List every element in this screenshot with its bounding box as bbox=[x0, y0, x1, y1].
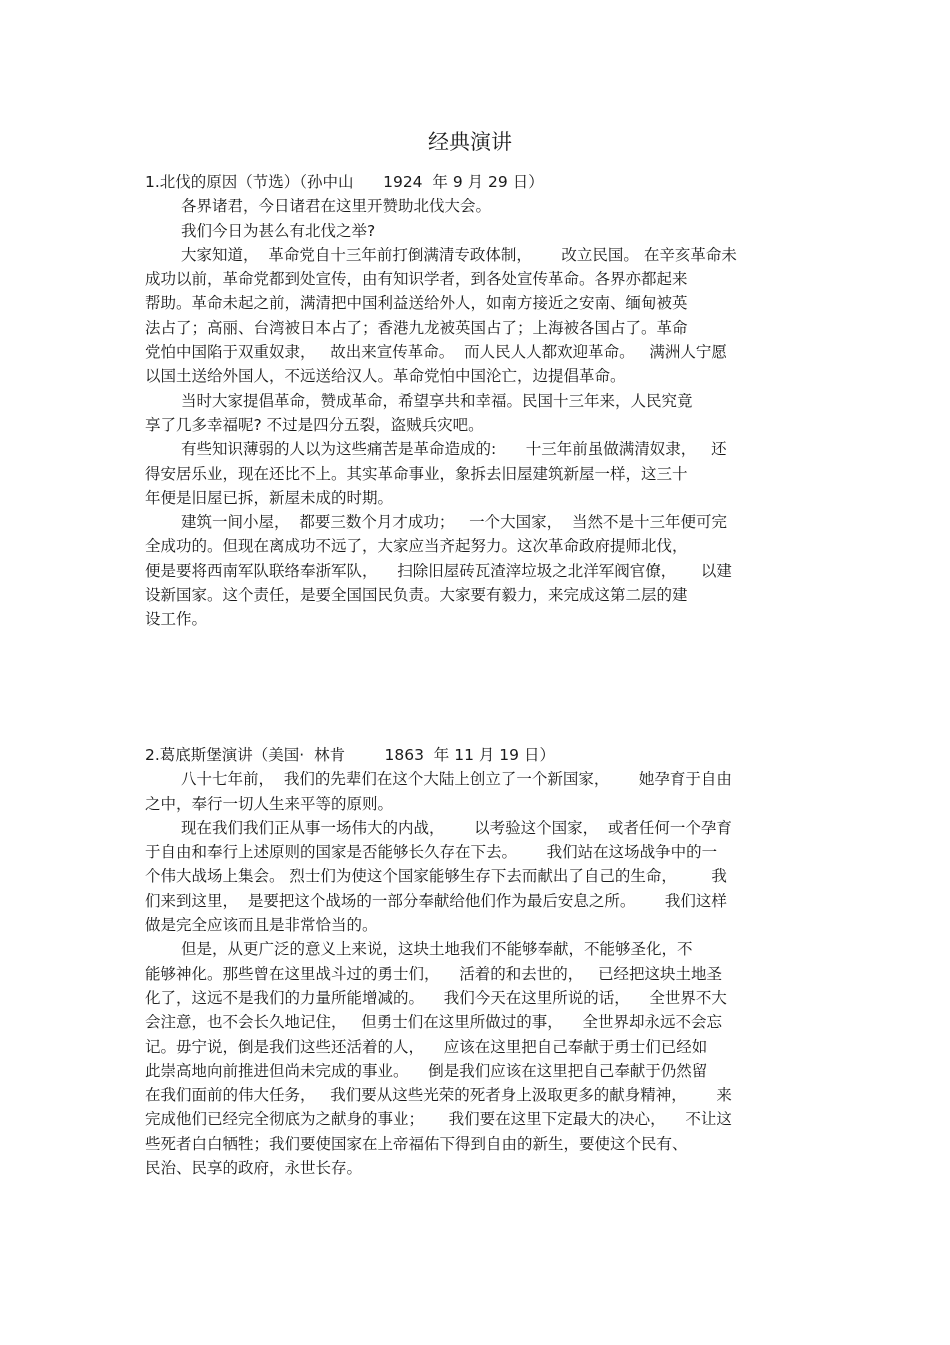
paragraph-line: 得安居乐业，现在还比不上。其实革命事业，象拆去旧屋建筑新屋一样，这三十 bbox=[145, 464, 688, 483]
speech-section-sun-yatsen bbox=[145, 170, 810, 632]
paragraph-line: 个伟大战场上集会。 烈士们为使这个国家能够生存下去而献出了自己的生命， 我 bbox=[145, 867, 727, 886]
paragraph-line: 们来到这里， 是要把这个战场的一部分奉献给他们作为最后安息之所。 我们这样 bbox=[145, 891, 727, 910]
paragraph-line: 享了几多幸福呢? 不过是四分五裂，盗贼兵灾吧。 bbox=[145, 415, 484, 434]
page-title: 经典演讲 bbox=[428, 130, 512, 154]
paragraph-line: 成功以前，革命党都到处宣传，由有知识学者，到各处宣传革命。各界亦都起来 bbox=[145, 270, 688, 289]
paragraph-line: 各界诸君，今日诸君在这里开赞助北伐大会。 bbox=[181, 197, 492, 216]
paragraph-line: 能够神化。那些曾在这里战斗过的勇士们， 活着的和去世的， 已经把这块土地圣 bbox=[145, 964, 722, 983]
paragraph-line: 帮助。革命未起之前，满清把中国利益送给外人，如南方接近之安南、缅甸被英 bbox=[145, 294, 688, 313]
paragraph-line: 建筑一间小屋， 都要三数个月才成功； 一个大国家， 当然不是十三年便可完 bbox=[181, 513, 727, 532]
paragraph-line: 设新国家。这个责任，是要全国国民负责。大家要有毅力，来完成这第二层的建 bbox=[145, 586, 688, 605]
paragraph-line: 大家知道， 革命党自十三年前打倒满清专政体制， 改立民国。 在辛亥革命未 bbox=[181, 245, 737, 264]
section-heading: 1.北伐的原因（节选）（孙中山 1924 年 9 月 29 日） bbox=[145, 173, 544, 191]
speech-section-lincoln bbox=[145, 743, 810, 1180]
paragraph-line: 此崇高地向前推进但尚未完成的事业。 倒是我们应该在这里把自己奉献于仍然留 bbox=[145, 1061, 708, 1080]
paragraph-line: 设工作。 bbox=[145, 610, 208, 629]
paragraph-line: 化了，这远不是我们的力量所能增减的。 我们今天在这里所说的话， 全世界不大 bbox=[145, 988, 727, 1007]
paragraph-line: 八十七年前， 我们的先辈们在这个大陆上创立了一个新国家， 她孕育于自由 bbox=[181, 770, 732, 789]
paragraph-line: 党怕中国陷于双重奴隶， 故出来宣传革命。 而人民人人都欢迎革命。 满洲人宁愿 bbox=[145, 343, 727, 362]
paragraph-line: 之中，奉行一切人生来平等的原则。 bbox=[145, 794, 394, 813]
paragraph-line: 便是要将西南军队联络奉浙军队， 扫除旧屋砖瓦渣滓垃圾之北洋军阀官僚， 以建 bbox=[145, 561, 732, 580]
paragraph-line: 现在我们我们正从事一场伟大的内战， 以考验这个国家， 或者任何一个孕育 bbox=[181, 818, 732, 837]
paragraph-line: 但是，从更广泛的意义上来说，这块土地我们不能够奉献，不能够圣化，不 bbox=[181, 940, 693, 959]
paragraph-line: 于自由和奉行上述原则的国家是否能够长久存在下去。 我们站在这场战争中的一 bbox=[145, 843, 718, 862]
paragraph-line: 法占了；高丽、台湾被日本占了；香港九龙被英国占了；上海被各国占了。革命 bbox=[145, 318, 688, 337]
paragraph-line: 会注意，也不会长久地记住， 但勇士们在这里所做过的事， 全世界却永远不会忘 bbox=[145, 1013, 722, 1032]
paragraph-line: 些死者白白牺牲；我们要使国家在上帝福佑下得到自由的新生，要使这个民有、 bbox=[145, 1134, 688, 1153]
paragraph-line: 当时大家提倡革命，赞成革命，希望享共和幸福。民国十三年来，人民究竟 bbox=[181, 391, 693, 410]
paragraph-line: 年便是旧屋已拆，新屋未成的时期。 bbox=[145, 488, 394, 507]
paragraph-line: 在我们面前的伟大任务， 我们要从这些光荣的死者身上汲取更多的献身精神， 来 bbox=[145, 1086, 732, 1105]
paragraph-line: 完成他们已经完全彻底为之献身的事业； 我们要在这里下定最大的决心， 不让这 bbox=[145, 1110, 732, 1129]
paragraph-line: 有些知识薄弱的人以为这些痛苦是革命造成的: 十三年前虽做满清奴隶， 还 bbox=[181, 440, 727, 459]
section-heading: 2.葛底斯堡演讲（美国· 林肯 1863 年 11 月 19 日） bbox=[145, 746, 555, 764]
paragraph-line: 民治、民享的政府，永世长存。 bbox=[145, 1159, 363, 1178]
paragraph-line: 我们今日为甚么有北伐之举? bbox=[181, 221, 376, 240]
paragraph-line: 做是完全应该而且是非常恰当的。 bbox=[145, 916, 378, 935]
paragraph-line: 全成功的。但现在离成功不远了，大家应当齐起努力。这次革命政府提师北伐， bbox=[145, 537, 688, 556]
paragraph-line: 以国土送给外国人，不远送给汉人。革命党怕中国沦亡，边提倡革命。 bbox=[145, 367, 626, 386]
paragraph-line: 记。毋宁说，倒是我们这些还活着的人， 应该在这里把自己奉献于勇士们已经如 bbox=[145, 1037, 708, 1056]
